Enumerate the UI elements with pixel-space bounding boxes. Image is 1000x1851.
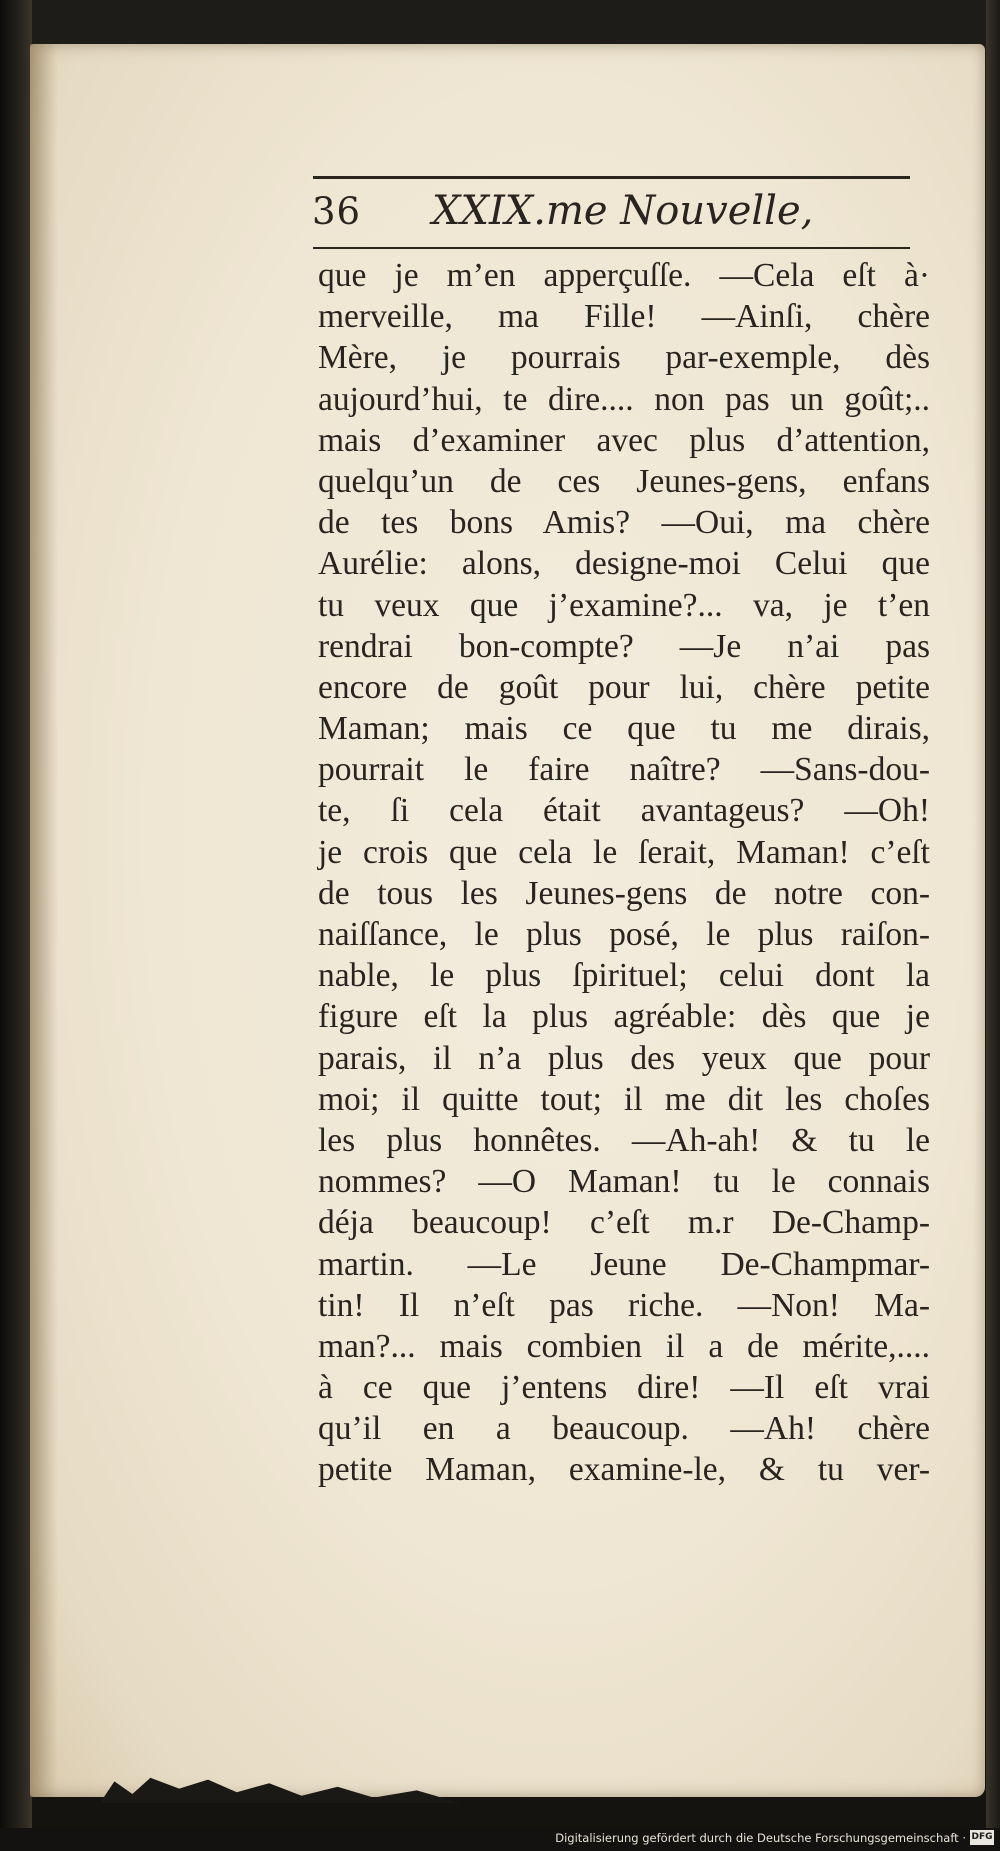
text-line: merveille, ma Fille! —Ainſi, chère [318, 298, 930, 336]
text-line: tu veux que j’examine?... va, je t’en [318, 586, 930, 624]
text-line: martin. —Le Jeune De-Champmar- [318, 1245, 930, 1283]
torn-page-edge [100, 1767, 460, 1803]
page-number: 36 [312, 190, 362, 233]
text-line: pourrait le faire naître? —Sans-dou- [318, 751, 930, 789]
text-line: te, ſi cela était avantageus? —Oh! [318, 792, 930, 830]
text-line: les plus honnêtes. —Ah-ah! & tu le [318, 1121, 930, 1159]
text-line: nommes? —O Maman! tu le connais [318, 1163, 930, 1201]
text-line: nable, le plus ſpirituel; celui dont la [318, 957, 930, 995]
text-line: petite Maman, examine-le, & tu ver- [318, 1451, 930, 1489]
text-line: mais d’examiner avec plus d’attention, [318, 421, 930, 459]
text-line: naiſſance, le plus posé, le plus raiſon- [318, 916, 930, 953]
text-line: figure eſt la plus agréable: dès que je [318, 998, 930, 1036]
dfg-logo: DFG [970, 1830, 994, 1845]
text-line: qu’il en a beaucoup. —Ah! chère [318, 1410, 930, 1448]
text-line: aujourd’hui, te dire.... non pas un goût;.. [318, 380, 930, 418]
running-header [312, 186, 912, 242]
header-rule-top [313, 176, 910, 179]
text-line: quelqu’un de ces Jeunes-gens, enfans [318, 462, 930, 500]
text-line: Maman; mais ce que tu me dirais, [318, 710, 930, 748]
book-binding-edge [0, 0, 32, 1851]
text-line: Mère, je pourrais par-exemple, dès [318, 339, 930, 377]
text-line: Aurélie: alons, designe-moi Celui que [318, 545, 930, 583]
text-line: rendrai bon-compte? —Je n’ai pas [318, 627, 930, 665]
text-line: que je m’en apperçuſſe. —Cela eſt à· [318, 257, 930, 294]
text-line: je crois que cela le ſerait, Maman! c’eſt [318, 833, 930, 871]
book-right-edge [986, 0, 1000, 1851]
text-line: déja beaucoup! c’eſt m.r De-Champ- [318, 1204, 930, 1242]
text-line: de tes bons Amis? —Oui, ma chère [318, 504, 930, 542]
text-line: man?... mais combien il a de mérite,.... [318, 1327, 930, 1365]
text-line: à ce que j’entens dire! —Il eſt vrai [318, 1369, 930, 1407]
body-text [318, 255, 930, 1491]
header-rule-bottom [313, 247, 910, 249]
text-line: de tous les Jeunes-gens de notre con- [318, 874, 930, 912]
text-line: moi; il quitte tout; il me dit les choſes [318, 1080, 930, 1118]
digitization-credit: Digitalisierung gefördert durch die Deutsche Forschungsgemeinschaft · [555, 1831, 966, 1845]
text-line: parais, il n’a plus des yeux que pour [318, 1039, 930, 1077]
running-title: XXIX.me Nouvelle, [432, 188, 814, 234]
text-line: tin! Il n’eſt pas riche. —Non! Ma- [318, 1286, 930, 1324]
text-line: encore de goût pour lui, chère petite [318, 668, 930, 706]
